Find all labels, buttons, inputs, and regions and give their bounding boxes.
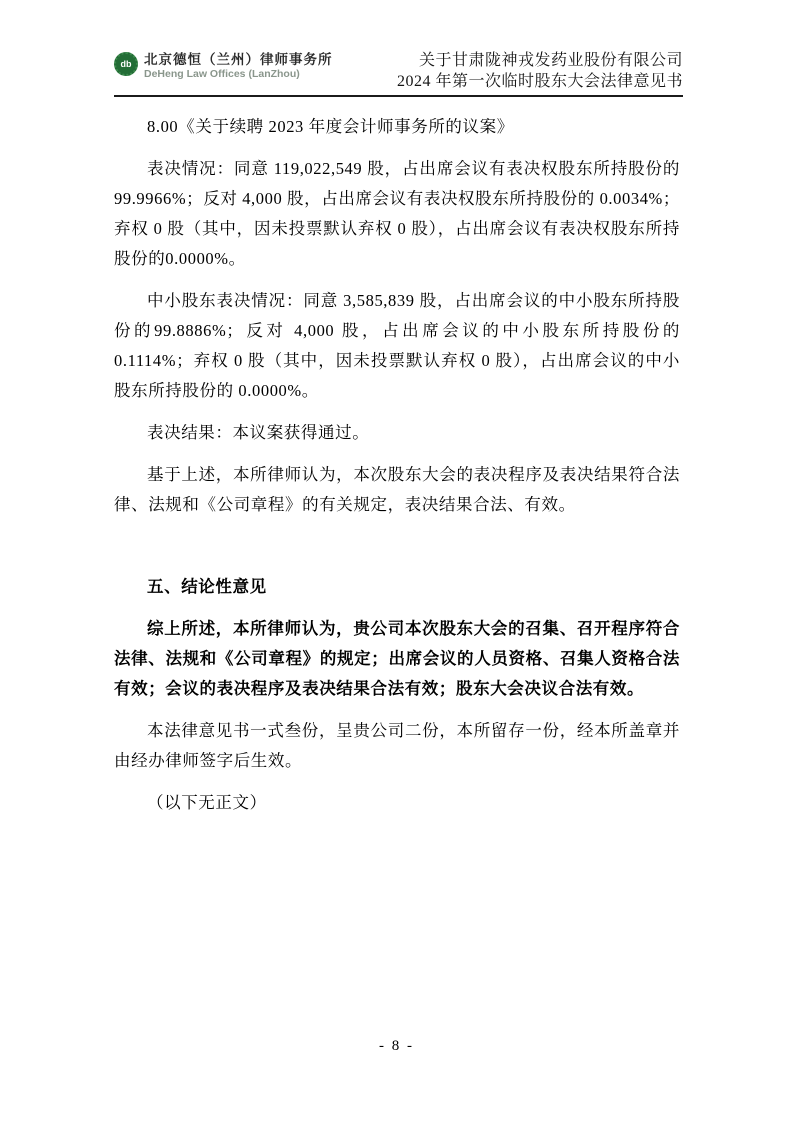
deheng-seal-icon [114, 52, 138, 76]
header-divider [114, 95, 683, 97]
document-title-line2: 2024 年第一次临时股东大会法律意见书 [396, 73, 683, 90]
final-conclusion-paragraph: 综上所述，本所律师认为，贵公司本次股东大会的召集、召开程序符合法律、法规和《公司章程》的规定；出席会议的人员资格、召集人资格合法有效；会议的表决程序及表决结果合法有效；股东大会决议合法有效。 [114, 619, 680, 698]
page-number: - 8 - [379, 1038, 414, 1054]
firm-name-cn: 北京德恒（兰州）律师事务所 [144, 52, 333, 67]
overall-vote-paragraph: 表决情况：同意 119,022,549 股，占出席会议有表决权股东所持股份的99.9966%；反对 4,000 股，占出席会议有表决权股东所持股份的 0.0034%；弃权 0 股（其中，因未投票默认弃权 0 股），占出席会议有表决权股东所持股份的0.0000%。 [114, 159, 680, 268]
document-title-line1: 关于甘肃陇神戎发药业股份有限公司 [418, 52, 683, 69]
copies-note-paragraph: 本法律意见书一式叁份，呈贵公司二份，本所留存一份，经本所盖章并由经办律师签字后生效。 [114, 721, 680, 770]
end-of-text-note: （以下无正文） [147, 793, 267, 812]
conclusion-section-heading: 五、结论性意见 [147, 577, 267, 596]
law-firm-name-block [144, 52, 333, 81]
lawyer-opinion-paragraph: 基于上述，本所律师认为，本次股东大会的表决程序及表决结果符合法律、法规和《公司章程》的有关规定，表决结果合法、有效。 [114, 465, 680, 514]
law-firm-brand [114, 50, 333, 81]
page-footer [0, 1038, 793, 1055]
proposal-8-heading: 8.00《关于续聘 2023 年度会计师事务所的议案》 [147, 117, 514, 136]
page-header [114, 50, 683, 92]
document-title [397, 50, 683, 92]
deheng-seal-letters: db [120, 58, 132, 69]
document-body [114, 112, 680, 830]
firm-name-en: DeHeng Law Offices (LanZhou) [144, 68, 300, 80]
minority-vote-paragraph: 中小股东表决情况：同意 3,585,839 股，占出席会议的中小股东所持股份的99.8886%；反对 4,000 股，占出席会议的中小股东所持股份的 0.1114%；弃权 0 股（其中，因未投票默认弃权 0 股），占出席会议的中小股东所持股份的 0.0000%。 [114, 291, 680, 400]
vote-result-paragraph: 表决结果：本议案获得通过。 [147, 423, 370, 442]
